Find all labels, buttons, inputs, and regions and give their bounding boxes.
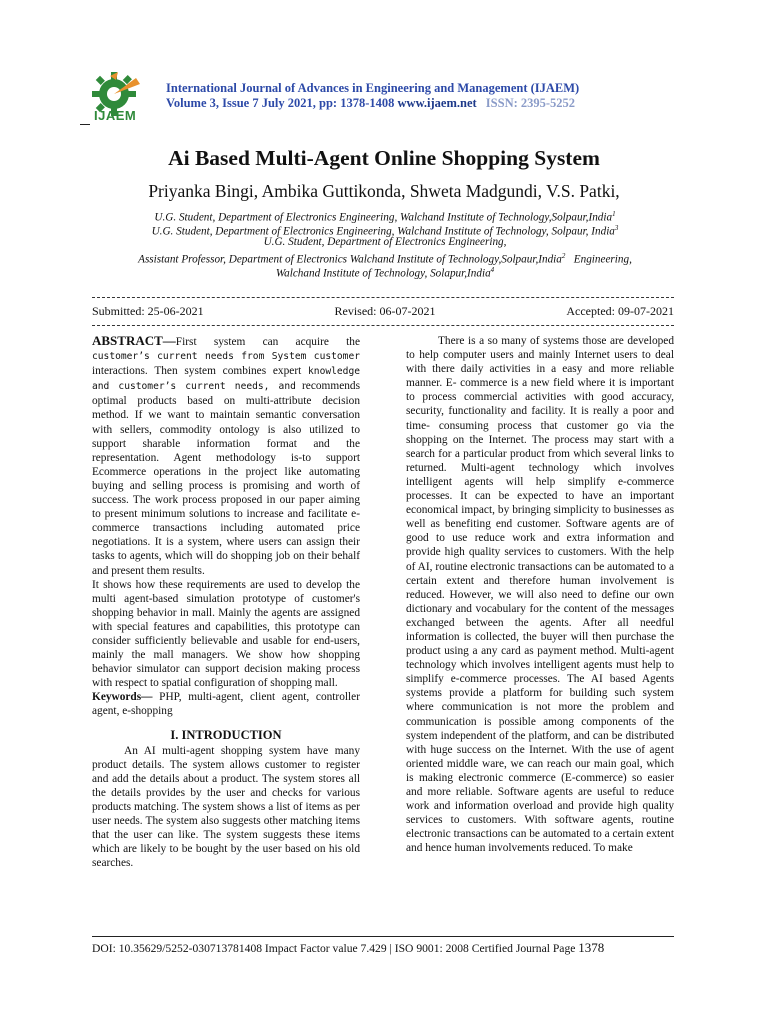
page-footer [92,940,674,956]
accepted-date: Accepted: 09-07-2021 [566,304,674,318]
abstract-heading: ABSTRACT— [92,333,176,348]
page-number: 1378 [578,940,605,955]
abstract-paragraph-2: It shows how these requirements are used to develop the multi agent-based simulation prototype of customer's shopping behavior in mall. Mainly the agents are assigned with special features and capabilities, this prototype can consider sufficiently believable and usable for end-users, mainly the mall managers. We show how shopping behavior simulator can support decision making process with respect to spatial configuration of shopping mall. [92,578,360,690]
abstract-paragraph: ABSTRACT—First system can acquire the customer’s current needs from System customer interactions. Then system combines expert knowledge and customer’s current needs, and recommends optimal products based on multi-attribute decision method. If we want to maintain semantic conversation with sellers, commodity ontology is also utilized to support sharable information format and the representation. Agent methodology is-to support Ecommerce operations in the project like automating buying and selling process is promising and worth of success. The work process proposed in our paper aiming to present minimum solutions to increase and facilitate e- commerce transactions including automated price negotiations. It is a system, where users can assign their tasks to agents, which will do shopping job on their behalf and present them results. [92,333,360,577]
footer-rule [92,936,674,937]
paper-title: Ai Based Multi-Agent Online Shopping System [168,146,600,170]
journal-website-link[interactable]: www.ijaem.net [397,96,477,110]
body-paragraph: There is a so many of systems those are developed to help computer users and mainly Internet users to deal with there daily activities in a easy and more reliable manner. E- commerce is a new field where it is important to process commercial activities with good accuracy, security, functionality and facility. It is really a poor and time- consuming process that customer go via the shopping on the Internet. The process may start with a search for a particular product from which several links to returned. Multi-agent technology which involves intelligent agents will help simplify e-commerce processes. It can be expected to have an important economical impact, by bringing simplicity to businesses as well as benefiting end customer. Software agents are of good to use reduce work and extra information and provide high quality services to customers. With the help of AI, routine electronic transactions can be automated to a certain extent and therefore human involvement is reduced. However, we will also need to define our own dictionary and vocabulary for the content of the messages exchanged between the agents. After all needful information is collected, the buyer will then purchase the product using a any card as payment method. Multi-agent technology which involves intelligent agents must help to simplify e-commerce processes. The AI based Agents systems provide a platform for building such system where communication is not more the problem and communication is possible among components of the system independent of the platform, and can be distributed with huge success on the Internet. With the use of agent oriented middle ware, we can reach our main goal, which is making electronic commerce (E-commerce) so easier and more reliable. Software agents are useful to reduce work and information overload and provide high quality services to customers. With software agents, routine electronic transactions can be automated to a certain extent and hence human involvements reduced. To make [406,335,674,855]
revised-date: Revised: 06-07-2021 [334,304,436,318]
right-column [406,334,674,855]
issn: ISSN: 2395-5252 [485,96,576,110]
volume-info: Volume 3, Issue 7 July 2021, pp: 1378-1408 [166,96,395,110]
divider-top [92,297,674,298]
keywords-text: PHP, multi-agent, client agent, controller agent, e-shopping [92,691,360,718]
paper-authors: Priyanka Bingi, Ambika Guttikonda, Shweta Madgundi, V.S. Patki, [148,181,620,201]
keywords-label: Keywords— [92,691,153,704]
dates-row [92,304,674,319]
affiliation-5: Walchand Institute of Technology, Solapur,India$^4$ [275,266,495,280]
affiliation-2: U.G. Student, Department of Electronics Engineering, Walchand Institute of Technology, Solpaur, India$^3$ [151,224,619,238]
footer-doi-text: DOI: 10.35629/5252-030713781408 Impact Factor value 7.429 | ISO 9001: 2008 Certified Journal Page [92,942,579,955]
affiliation-3: U.G. Student, Department of Electronics Engineering, [263,236,507,248]
introduction-paragraph: An AI multi-agent shopping system have many product details. The system allows customer to register and add the details about a product. The system stores all the details provides by the user and checks for various products matching. The system shows a list of items as per user needs. The system also suggests other matching items that the user can like. The system suggests these items which are likely to be bought by the user based on his old searches. [92,744,360,870]
section-heading-introduction: I. INTRODUCTION [170,727,282,742]
affiliation-1: U.G. Student, Department of Electronics Engineering, Walchand Institute of Technology,Solpaur,India$^1$ [154,210,616,224]
journal-volume-line [166,96,575,111]
affiliation-4: Assistant Professor, Department of Electronics Walchand Institute of Technology,Solpaur,India$^2$ Engineering, [138,252,632,266]
divider-bottom [92,325,674,326]
keywords [92,690,360,718]
logo-text: IJAEM [94,108,137,123]
header-mark [80,124,90,125]
journal-name: International Journal of Advances in Engineering and Management (IJAEM) [166,81,580,95]
submitted-date: Submitted: 25-06-2021 [92,304,204,318]
left-column [92,334,360,870]
journal-logo [90,70,156,132]
